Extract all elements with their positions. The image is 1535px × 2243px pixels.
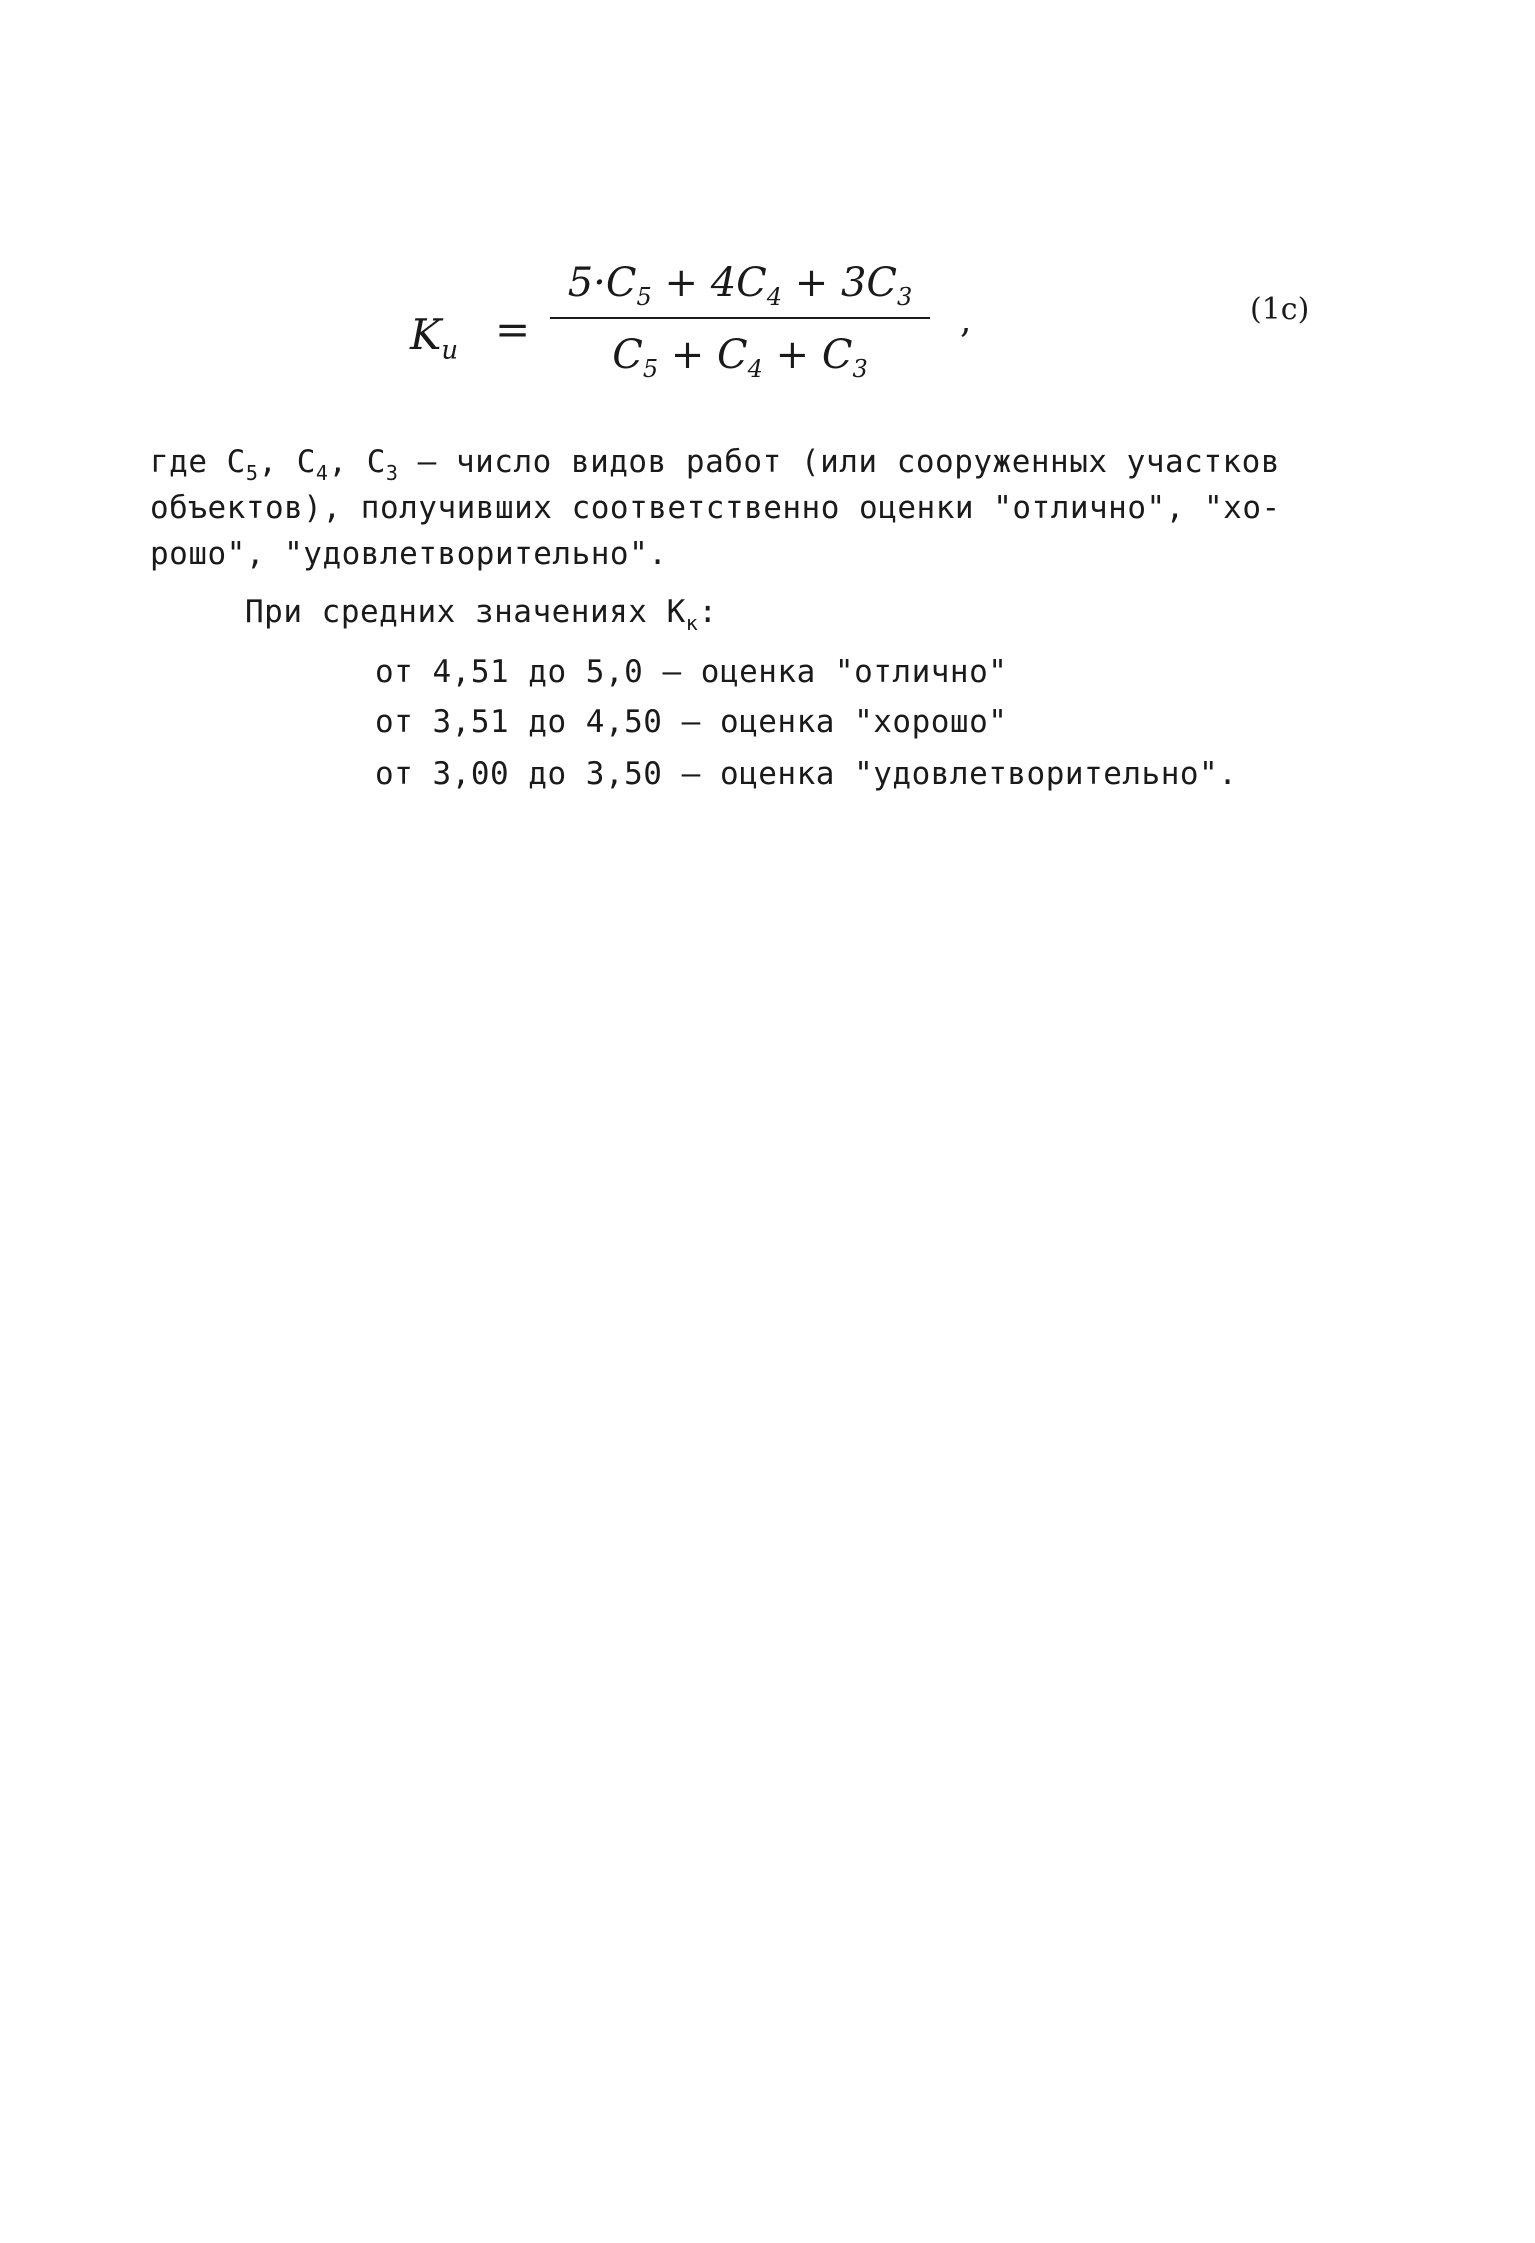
fraction-bar bbox=[550, 317, 930, 319]
denominator-sub-1: 5 bbox=[642, 355, 659, 383]
text-span: где C bbox=[150, 444, 246, 480]
text-span: При средних значениях K bbox=[245, 594, 686, 630]
formula-lhs bbox=[410, 310, 458, 365]
formula-trailing-comma: , bbox=[960, 300, 972, 341]
subscript: 5 bbox=[245, 461, 259, 485]
denominator-sub-3: 3 bbox=[852, 355, 868, 383]
equation-number: (1с) bbox=[1250, 292, 1310, 327]
denominator-term-1: C bbox=[612, 332, 643, 378]
denominator-term-3: + C bbox=[762, 332, 853, 378]
subscript: к bbox=[685, 611, 699, 635]
subscript: 4 bbox=[315, 461, 329, 485]
grade-range-satisfactory: от 3,00 до 3,50 – оценка "удовлетворительно". bbox=[375, 756, 1238, 792]
numerator-sub-2: 4 bbox=[766, 283, 783, 311]
text-span: , C bbox=[258, 444, 316, 480]
grade-range-good: от 3,51 до 4,50 – оценка "хорошо" bbox=[375, 704, 1008, 740]
text-span: , C bbox=[328, 444, 386, 480]
numerator-sub-3: 3 bbox=[897, 283, 913, 311]
formula-lhs-subscript: и bbox=[441, 335, 459, 366]
paragraph-line-1 bbox=[150, 440, 1280, 485]
denominator-term-2: + C bbox=[658, 332, 748, 378]
paragraph-line-2: объектов), получивших соответственно оценки "отлично", "хо- bbox=[150, 490, 1281, 526]
paragraph-line-3: рошо", "удовлетворительно". bbox=[150, 536, 668, 572]
denominator-sub-2: 4 bbox=[747, 355, 763, 383]
grade-range-excellent: от 4,51 до 5,0 – оценка "отлично" bbox=[375, 654, 1008, 690]
numerator-term-1: 5·C bbox=[567, 260, 637, 306]
text-span: : bbox=[698, 594, 718, 630]
numerator-sub-1: 5 bbox=[636, 283, 652, 311]
numerator-term-2: + 4C bbox=[651, 260, 767, 306]
text-span: – число видов работ (или сооруженных участков bbox=[398, 444, 1280, 480]
subscript: 3 bbox=[385, 461, 399, 485]
formula-block bbox=[400, 255, 1310, 405]
formula-denominator bbox=[550, 327, 930, 383]
numerator-term-3: + 3C bbox=[782, 260, 898, 306]
paragraph-line-4 bbox=[245, 590, 717, 635]
formula-equals: = bbox=[495, 305, 531, 354]
formula-fraction bbox=[550, 255, 930, 383]
formula-lhs-symbol: K bbox=[410, 310, 442, 359]
formula-numerator bbox=[550, 255, 930, 311]
